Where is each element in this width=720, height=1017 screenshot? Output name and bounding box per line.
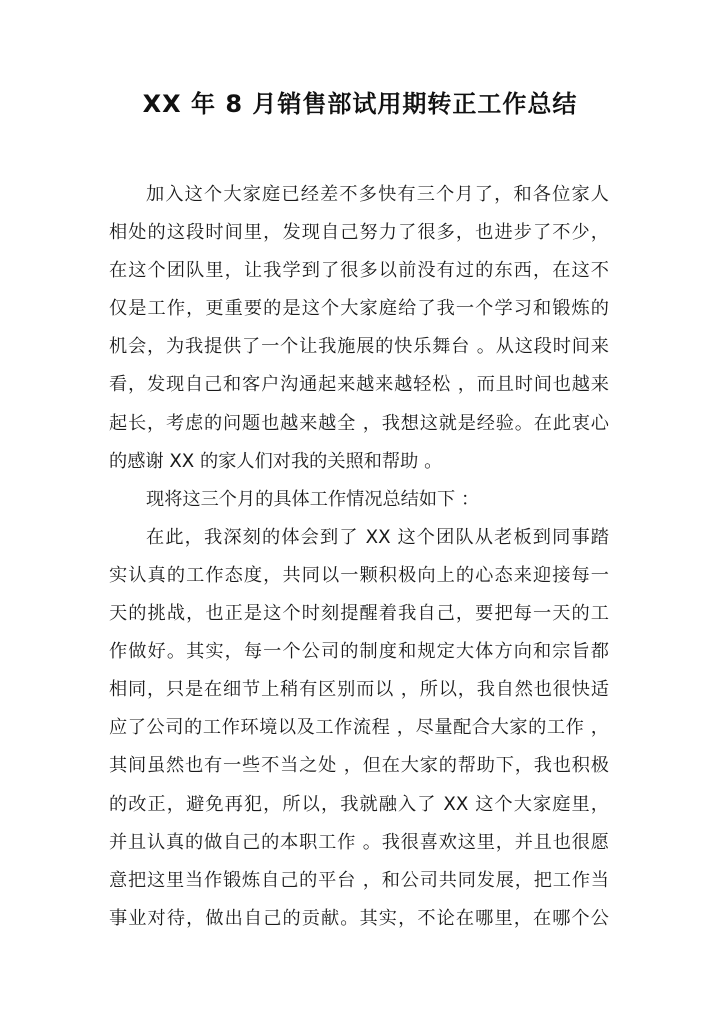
text-line: 其间虽然也有一些不当之处 ，但在大家的帮助下，我也积极: [109, 755, 609, 777]
text-line: 仅是工作，更重要的是这个大家庭给了我一个学习和锻炼的: [109, 298, 609, 320]
document-title: XX 年 8 月销售部试用期转正工作总结: [142, 90, 578, 118]
text-line: 天的挑战，也正是这个时刻提醒着我自己，要把每一天的工: [109, 603, 609, 625]
text-line: 并且认真的做自己的本职工作 。我很喜欢这里，并且也很愿: [109, 831, 609, 853]
text-line: 机会，为我提供了一个让我施展的快乐舞台 。从这段时间来: [109, 336, 609, 358]
text-line: 相同，只是在细节上稍有区别而以 ，所以，我自然也很快适: [109, 679, 609, 701]
text-line: 的感谢 XX 的家人们对我的关照和帮助 。: [109, 450, 443, 472]
text-line: 在这个团队里，让我学到了很多以前没有过的东西，在这不: [109, 260, 609, 282]
text-line: 加入这个大家庭已经差不多快有三个月了，和各位家人: [146, 184, 609, 205]
text-line: 意把这里当作锻炼自己的平台 ，和公司共同发展，把工作当: [109, 869, 609, 891]
text-line: 看，发现自己和客户沟通起来越来越轻松 ，而且时间也越来: [109, 374, 609, 396]
text-line: 相处的这段时间里，发现自己努力了很多，也进步了不少，: [109, 222, 609, 244]
text-line: 应了公司的工作环境以及工作流程 ，尽量配合大家的工作 ，: [109, 717, 609, 739]
text-line: 的改正，避免再犯，所以，我就融入了 XX 这个大家庭里，: [109, 793, 609, 815]
document-body: [109, 176, 609, 938]
text-line: 事业对待，做出自己的贡献。其实，不论在哪里，在哪个公: [109, 907, 609, 929]
text-line: 作做好。其实，每一个公司的制度和规定大体方向和宗旨都: [109, 641, 609, 663]
text-line: 实认真的工作态度，共同以一颗积极向上的心态来迎接每一: [109, 564, 609, 586]
text-line: 在此，我深刻的体会到了 XX 这个团队从老板到同事踏: [146, 526, 609, 548]
text-line: 起长，考虑的问题也越来越全 ，我想这就是经验。在此衷心: [109, 412, 609, 434]
text-line: 现将这三个月的具体工作情况总结如下 ：: [146, 488, 480, 510]
